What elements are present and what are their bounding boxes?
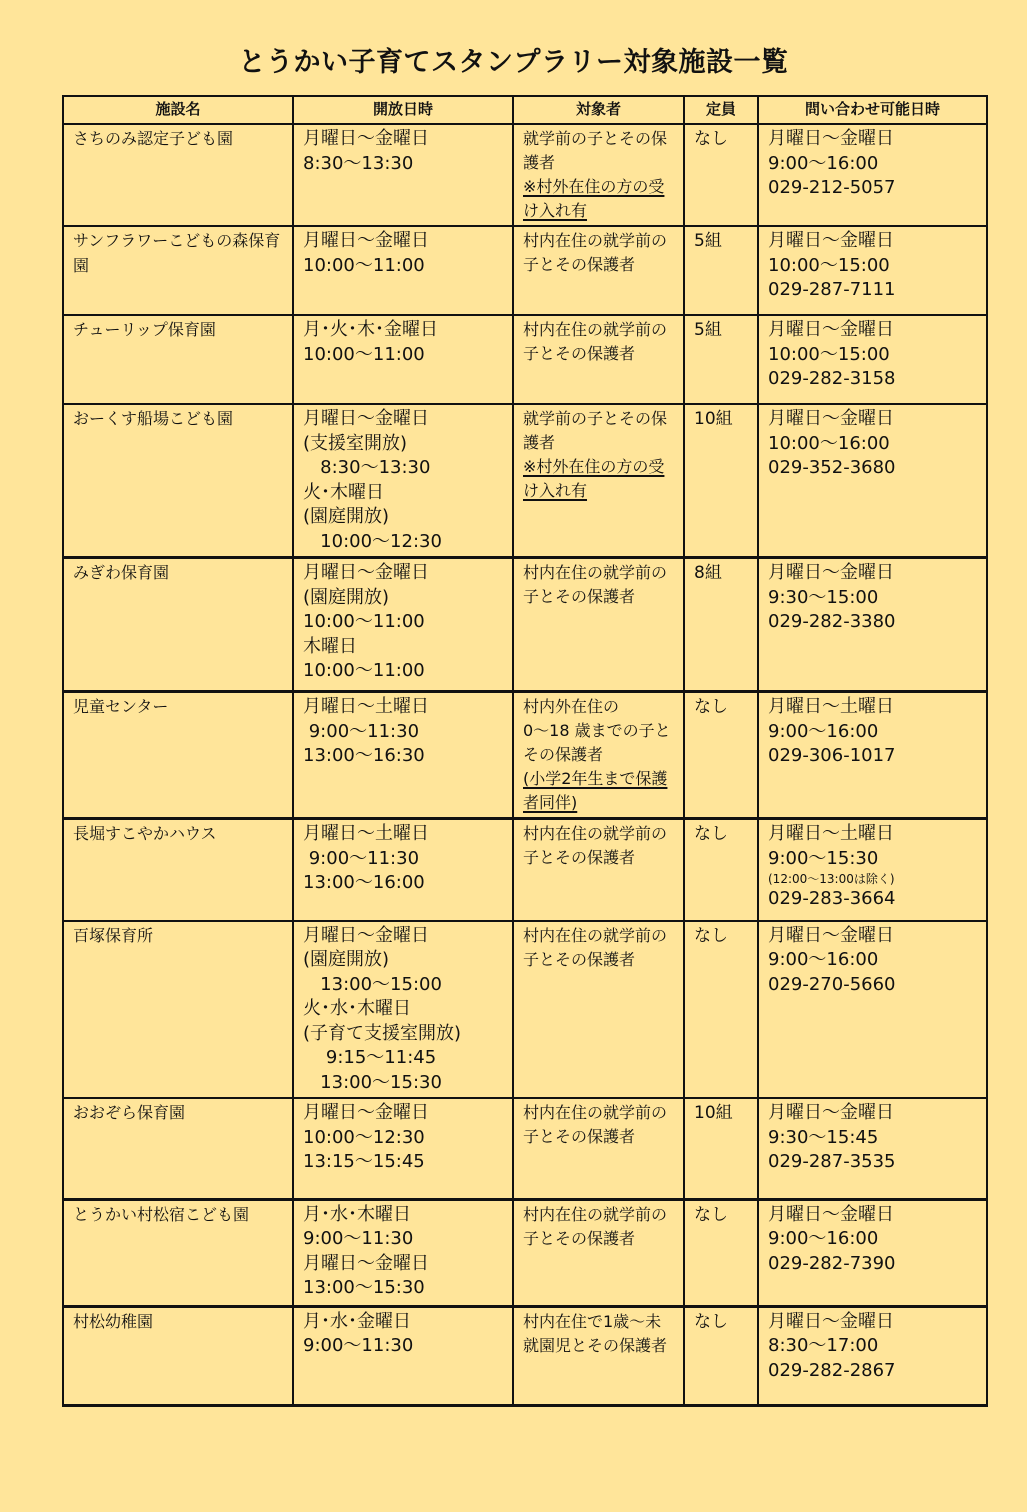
table-row <box>63 226 987 315</box>
target-cell <box>513 1306 684 1405</box>
capacity-cell <box>684 404 758 558</box>
open-hours-line: 13:00〜15:30 <box>303 1071 442 1093</box>
capacity-value: なし <box>694 925 728 946</box>
open-hours-line: (園庭開放) <box>303 506 390 527</box>
capacity-value: 10組 <box>694 409 733 429</box>
table-row <box>63 921 987 1099</box>
table-row <box>63 558 987 692</box>
target-cell <box>513 226 684 315</box>
facility-name-cell <box>63 1098 293 1199</box>
capacity-cell <box>684 124 758 226</box>
contact-line: 9:00〜16:00 <box>768 152 879 174</box>
contact-line: 9:00〜15:30 <box>768 847 879 869</box>
open-hours-cell <box>293 1199 513 1306</box>
open-hours-line: 10:00〜12:30 <box>303 530 442 552</box>
open-hours-cell <box>293 819 513 921</box>
open-hours-cell <box>293 124 513 226</box>
open-hours-line: (子育て支援室開放) <box>303 1022 462 1044</box>
open-hours-line: 月曜日〜土曜日 <box>303 823 429 844</box>
contact-cell <box>758 1306 987 1405</box>
capacity-cell <box>684 1306 758 1405</box>
facility-name: おおぞら保育園 <box>73 1103 186 1122</box>
open-hours-line: 9:00〜11:30 <box>303 1228 414 1249</box>
table-row <box>63 819 987 921</box>
target-cell <box>513 1098 684 1199</box>
capacity-value: なし <box>694 824 728 844</box>
facility-name-cell <box>63 921 293 1099</box>
contact-line: 029-287-7111 <box>768 279 896 300</box>
open-hours-cell <box>293 1098 513 1199</box>
capacity-value: 5組 <box>694 231 722 251</box>
target-text: 村内在住で1歳〜未就園児とその保護者 <box>523 1311 668 1355</box>
contact-line: 029-283-3664 <box>768 888 896 909</box>
target-cell <box>513 124 684 226</box>
open-hours-line: 月曜日〜金曜日 <box>303 562 429 583</box>
open-hours-line: (支援室開放) <box>303 432 408 454</box>
capacity-value: なし <box>694 697 728 717</box>
open-hours-line: 火･木曜日 <box>303 481 384 503</box>
contact-line: 029-352-3680 <box>768 457 896 478</box>
target-text: 0〜18 歳までの子とその保護者 <box>523 721 671 764</box>
target-text: 村内在住の就学前の子とその保護者 <box>523 563 668 606</box>
open-hours-line: 13:15〜15:45 <box>303 1151 425 1172</box>
capacity-value: なし <box>694 129 728 149</box>
table-row <box>63 692 987 819</box>
contact-cell <box>758 921 987 1099</box>
target-text: 村内在住の就学前の子とその保護者 <box>523 320 668 363</box>
facility-name: 百塚保育所 <box>73 925 154 945</box>
open-hours-line: 月曜日〜金曜日 <box>303 924 429 946</box>
table-row <box>63 404 987 558</box>
facility-name-cell <box>63 692 293 819</box>
contact-cell <box>758 558 987 692</box>
open-hours-line: 10:00〜11:00 <box>303 254 425 276</box>
table-row <box>63 1306 987 1405</box>
open-hours-cell <box>293 558 513 692</box>
open-hours-cell <box>293 315 513 404</box>
open-hours-line: (園庭開放) <box>303 949 390 970</box>
facility-name-cell <box>63 124 293 226</box>
contact-line: 月曜日〜金曜日 <box>768 1102 894 1123</box>
contact-line: 9:00〜16:00 <box>768 1228 879 1249</box>
open-hours-cell <box>293 692 513 819</box>
capacity-cell <box>684 226 758 315</box>
contact-cell <box>758 124 987 226</box>
facility-name: チューリップ保育園 <box>73 320 216 339</box>
contact-line: 月曜日〜金曜日 <box>768 319 894 340</box>
capacity-cell <box>684 692 758 819</box>
open-hours-line: 13:00〜15:00 <box>303 973 442 995</box>
open-hours-line: 13:00〜15:30 <box>303 1277 425 1298</box>
target-cell <box>513 558 684 692</box>
open-hours-line: 月曜日〜金曜日 <box>303 1102 429 1123</box>
contact-cell <box>758 1098 987 1199</box>
header-facility-name: 施設名 <box>63 96 293 124</box>
contact-line: 029-282-3380 <box>768 611 896 632</box>
target-text: 村内外在住の <box>523 697 620 716</box>
contact-note: (12:00〜13:00は除く) <box>768 872 895 886</box>
target-note: ※村外在住の方の受け入れ有 <box>523 457 665 500</box>
open-hours-line: 月曜日〜金曜日 <box>303 1252 429 1274</box>
contact-line: 10:00〜16:00 <box>768 432 890 454</box>
capacity-value: 8組 <box>694 563 722 583</box>
target-cell <box>513 819 684 921</box>
open-hours-line: 8:30〜13:30 <box>303 457 431 478</box>
capacity-cell <box>684 819 758 921</box>
facility-name: とうかい村松宿こども園 <box>73 1204 250 1224</box>
contact-line: 月曜日〜金曜日 <box>768 408 894 429</box>
table-row <box>63 124 987 226</box>
open-hours-cell <box>293 404 513 558</box>
target-cell <box>513 1199 684 1306</box>
contact-line: 029-282-2867 <box>768 1359 896 1381</box>
contact-cell <box>758 1199 987 1306</box>
target-text: 就学前の子とその保護者 <box>523 129 668 172</box>
facility-name: おーくす船場こども園 <box>73 409 234 428</box>
header-target: 対象者 <box>513 96 684 124</box>
contact-line: 9:30〜15:00 <box>768 586 879 608</box>
open-hours-line: 10:00〜11:00 <box>303 611 425 632</box>
open-hours-line: 月･水･金曜日 <box>303 1310 411 1332</box>
contact-line: 月曜日〜土曜日 <box>768 696 894 717</box>
contact-line: 029-287-3535 <box>768 1151 896 1172</box>
open-hours-line: 月曜日〜金曜日 <box>303 128 429 149</box>
contact-line: 月曜日〜金曜日 <box>768 1310 894 1332</box>
open-hours-cell <box>293 1306 513 1405</box>
open-hours-line: 木曜日 <box>303 635 357 657</box>
open-hours-line: 13:00〜16:00 <box>303 872 425 893</box>
page-title: とうかい子育てスタンプラリー対象施設一覧 <box>238 47 789 78</box>
facility-name-cell <box>63 404 293 558</box>
open-hours-line: 10:00〜11:00 <box>303 343 425 365</box>
facility-name-cell <box>63 1306 293 1405</box>
open-hours-line: 8:30〜13:30 <box>303 152 414 174</box>
facility-name: 児童センター <box>73 697 169 716</box>
target-text: 村内在住の就学前の子とその保護者 <box>523 1103 668 1146</box>
open-hours-line: (園庭開放) <box>303 586 390 608</box>
target-cell <box>513 315 684 404</box>
facility-name-cell <box>63 315 293 404</box>
open-hours-line: 火･水･木曜日 <box>303 998 411 1019</box>
contact-line: 029-282-3158 <box>768 368 896 389</box>
target-text: 村内在住の就学前の子とその保護者 <box>523 925 668 969</box>
facility-name-cell <box>63 558 293 692</box>
contact-cell <box>758 692 987 819</box>
contact-line: 029-270-5660 <box>768 973 896 995</box>
contact-line: 月曜日〜金曜日 <box>768 1203 894 1225</box>
open-hours-line: 9:00〜11:30 <box>303 720 420 742</box>
open-hours-line: 月曜日〜金曜日 <box>303 230 429 251</box>
table-row <box>63 315 987 404</box>
open-hours-cell <box>293 226 513 315</box>
target-cell <box>513 921 684 1099</box>
facility-table <box>62 95 988 1407</box>
target-text: 村内在住の就学前の子とその保護者 <box>523 824 668 867</box>
open-hours-line: 10:00〜11:00 <box>303 660 425 681</box>
target-text: 就学前の子とその保護者 <box>523 409 668 452</box>
contact-line: 8:30〜17:00 <box>768 1335 879 1356</box>
facility-name: 長堀すこやかハウス <box>73 824 217 843</box>
facility-name-cell <box>63 226 293 315</box>
capacity-cell <box>684 1199 758 1306</box>
target-note: ※村外在住の方の受け入れ有 <box>523 177 665 220</box>
capacity-cell <box>684 315 758 404</box>
header-open-hours: 開放日時 <box>293 96 513 124</box>
header-contact: 問い合わせ可能日時 <box>758 96 987 124</box>
table-row <box>63 1199 987 1306</box>
open-hours-line: 10:00〜12:30 <box>303 1126 425 1148</box>
open-hours-line: 9:00〜11:30 <box>303 847 420 869</box>
facility-name: みぎわ保育園 <box>73 563 170 582</box>
contact-line: 9:00〜16:00 <box>768 949 879 970</box>
facility-name-cell <box>63 1199 293 1306</box>
capacity-value: 10組 <box>694 1103 733 1123</box>
facility-name: さちのみ認定子ども園 <box>73 129 234 148</box>
open-hours-line: 9:15〜11:45 <box>303 1047 437 1068</box>
table-row <box>63 1098 987 1199</box>
open-hours-line: 月･水･木曜日 <box>303 1203 411 1225</box>
contact-line: 9:00〜16:00 <box>768 720 879 742</box>
target-text: 村内在住の就学前の子とその保護者 <box>523 231 668 274</box>
capacity-value: なし <box>694 1311 728 1332</box>
contact-line: 10:00〜15:00 <box>768 254 890 276</box>
capacity-value: 5組 <box>694 320 722 340</box>
open-hours-line: 月曜日〜金曜日 <box>303 408 429 429</box>
facility-name: 村松幼稚園 <box>73 1311 154 1331</box>
facility-name: サンフラワーこどもの森保育園 <box>73 231 281 275</box>
open-hours-line: 月･火･木･金曜日 <box>303 319 438 340</box>
contact-cell <box>758 226 987 315</box>
contact-line: 月曜日〜金曜日 <box>768 128 894 149</box>
open-hours-cell <box>293 921 513 1099</box>
capacity-cell <box>684 558 758 692</box>
capacity-cell <box>684 921 758 1099</box>
open-hours-line: 9:00〜11:30 <box>303 1335 414 1356</box>
capacity-cell <box>684 1098 758 1199</box>
target-text: 村内在住の就学前の子とその保護者 <box>523 1204 668 1248</box>
facility-name-cell <box>63 819 293 921</box>
capacity-value: なし <box>694 1204 728 1225</box>
contact-line: 029-306-1017 <box>768 745 896 766</box>
contact-cell <box>758 404 987 558</box>
contact-cell <box>758 819 987 921</box>
target-note: (小学2年生まで保護者同伴) <box>523 769 668 812</box>
contact-cell <box>758 315 987 404</box>
table-body <box>63 124 987 1405</box>
contact-line: 月曜日〜金曜日 <box>768 230 894 251</box>
contact-line: 月曜日〜金曜日 <box>768 562 894 583</box>
contact-line: 029-212-5057 <box>768 177 896 198</box>
open-hours-line: 13:00〜16:30 <box>303 745 425 766</box>
open-hours-line: 月曜日〜土曜日 <box>303 696 429 717</box>
contact-line: 月曜日〜金曜日 <box>768 924 894 946</box>
contact-line: 9:30〜15:45 <box>768 1126 879 1148</box>
header-capacity: 定員 <box>684 96 758 124</box>
target-cell <box>513 404 684 558</box>
contact-line: 029-282-7390 <box>768 1252 896 1274</box>
contact-line: 月曜日〜土曜日 <box>768 823 894 844</box>
table-header-row <box>63 96 987 124</box>
target-cell <box>513 692 684 819</box>
contact-line: 10:00〜15:00 <box>768 343 890 365</box>
